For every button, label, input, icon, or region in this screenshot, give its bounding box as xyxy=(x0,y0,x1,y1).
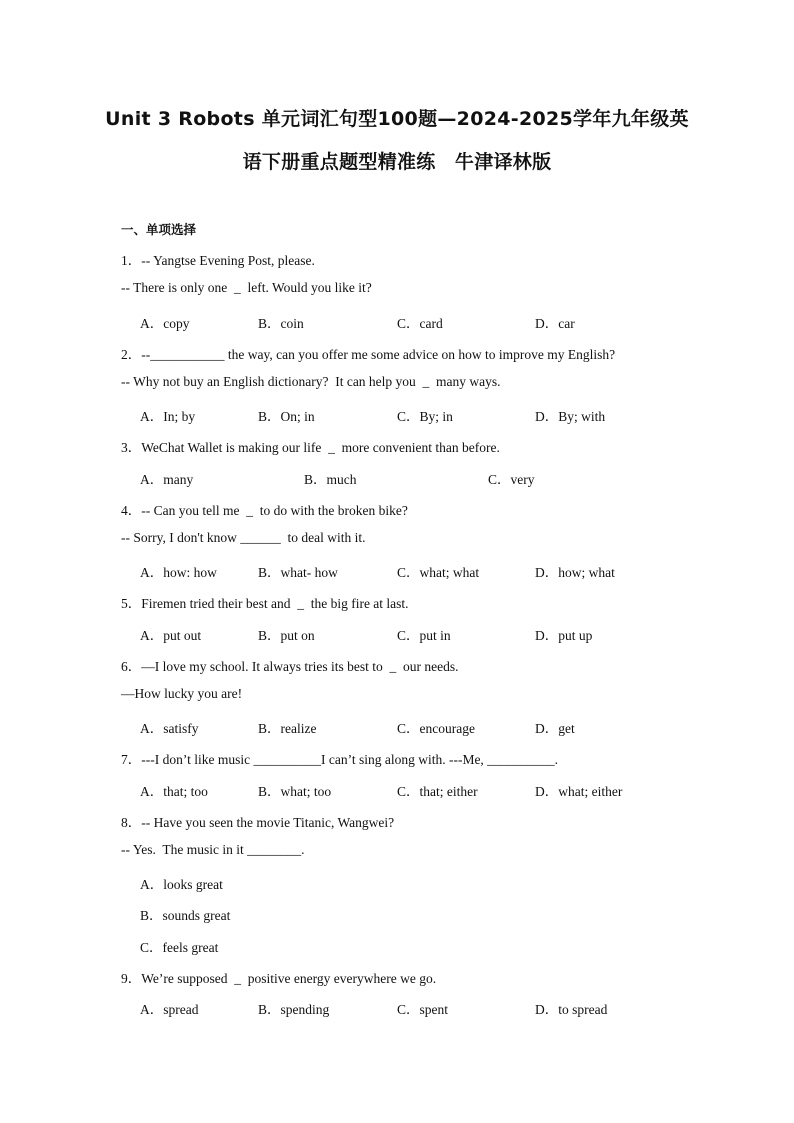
option-c[interactable]: C．spent xyxy=(397,1002,449,1017)
option-a[interactable]: A．that; too xyxy=(140,784,208,799)
option-c[interactable]: C．By; in xyxy=(397,409,453,424)
question-8-line-2: -- Yes. The music in it ________. xyxy=(121,842,305,857)
option-b[interactable]: B．spending xyxy=(258,1002,330,1017)
option-b[interactable]: B．On; in xyxy=(258,409,315,424)
option-b[interactable]: B．much xyxy=(304,472,357,487)
question-1-line-2: -- There is only one _ left. Would you like it? xyxy=(121,280,372,295)
question-2-line-2: -- Why not buy an English dictionary? It can help you _ many ways. xyxy=(121,374,501,389)
option-d[interactable]: D．car xyxy=(535,316,575,331)
option-c[interactable]: C．card xyxy=(397,316,443,331)
question-6-line-2: —How lucky you are! xyxy=(121,686,243,701)
option-a[interactable]: A．put out xyxy=(140,628,202,643)
section-heading: 一、单项选择 xyxy=(121,222,197,237)
document-title-line-2: 语下册重点题型精准练 牛津译林版 xyxy=(242,151,552,173)
option-a[interactable]: A．copy xyxy=(140,316,190,331)
option-a[interactable]: A．many xyxy=(140,472,194,487)
option-b[interactable]: B．coin xyxy=(258,316,304,331)
question-3-line-1: 3．WeChat Wallet is making our life _ more convenient than before. xyxy=(121,440,500,455)
option-a[interactable]: A．how: how xyxy=(140,565,217,580)
option-a[interactable]: A．In; by xyxy=(140,409,196,424)
question-7-line-1: 7．---I don’t like music __________I can’t sing along with. ---Me, __________. xyxy=(121,752,559,767)
option-b[interactable]: B．what; too xyxy=(258,784,332,799)
option-d[interactable]: D．to spread xyxy=(535,1002,608,1017)
option-b[interactable]: B．sounds great xyxy=(140,908,231,923)
question-6-line-1: 6．—I love my school. It always tries its best to _ our needs. xyxy=(121,659,459,674)
option-d[interactable]: D．By; with xyxy=(535,409,606,424)
question-1-line-1: 1．-- Yangtse Evening Post, please. xyxy=(121,253,315,268)
option-c[interactable]: C．encourage xyxy=(397,721,475,736)
document-title-line-1: Unit 3 Robots 单元词汇句型100题—2024-2025学年九年级英 xyxy=(105,108,689,130)
option-c[interactable]: C．very xyxy=(488,472,535,487)
option-d[interactable]: D．what; either xyxy=(535,784,623,799)
option-b[interactable]: B．what- how xyxy=(258,565,338,580)
option-c[interactable]: C．that; either xyxy=(397,784,478,799)
option-d[interactable]: D．how; what xyxy=(535,565,615,580)
option-b[interactable]: B．realize xyxy=(258,721,317,736)
question-8-line-1: 8．-- Have you seen the movie Titanic, Wangwei? xyxy=(121,815,395,830)
option-c[interactable]: C．feels great xyxy=(140,940,219,955)
question-4-line-1: 4．-- Can you tell me _ to do with the broken bike? xyxy=(121,503,408,518)
option-a[interactable]: A．looks great xyxy=(140,877,223,892)
option-d[interactable]: D．put up xyxy=(535,628,593,643)
question-5-line-1: 5．Firemen tried their best and _ the big fire at last. xyxy=(121,596,409,611)
option-d[interactable]: D．get xyxy=(535,721,575,736)
option-c[interactable]: C．put in xyxy=(397,628,451,643)
option-a[interactable]: A．satisfy xyxy=(140,721,199,736)
option-b[interactable]: B．put on xyxy=(258,628,315,643)
question-4-line-2: -- Sorry, I don't know ______ to deal with it. xyxy=(121,530,366,545)
question-2-line-1: 2．--___________ the way, can you offer me some advice on how to improve my English? xyxy=(121,347,616,362)
option-a[interactable]: A．spread xyxy=(140,1002,199,1017)
question-9-line-1: 9．We’re supposed _ positive energy everywhere we go. xyxy=(121,971,437,986)
option-c[interactable]: C．what; what xyxy=(397,565,480,580)
